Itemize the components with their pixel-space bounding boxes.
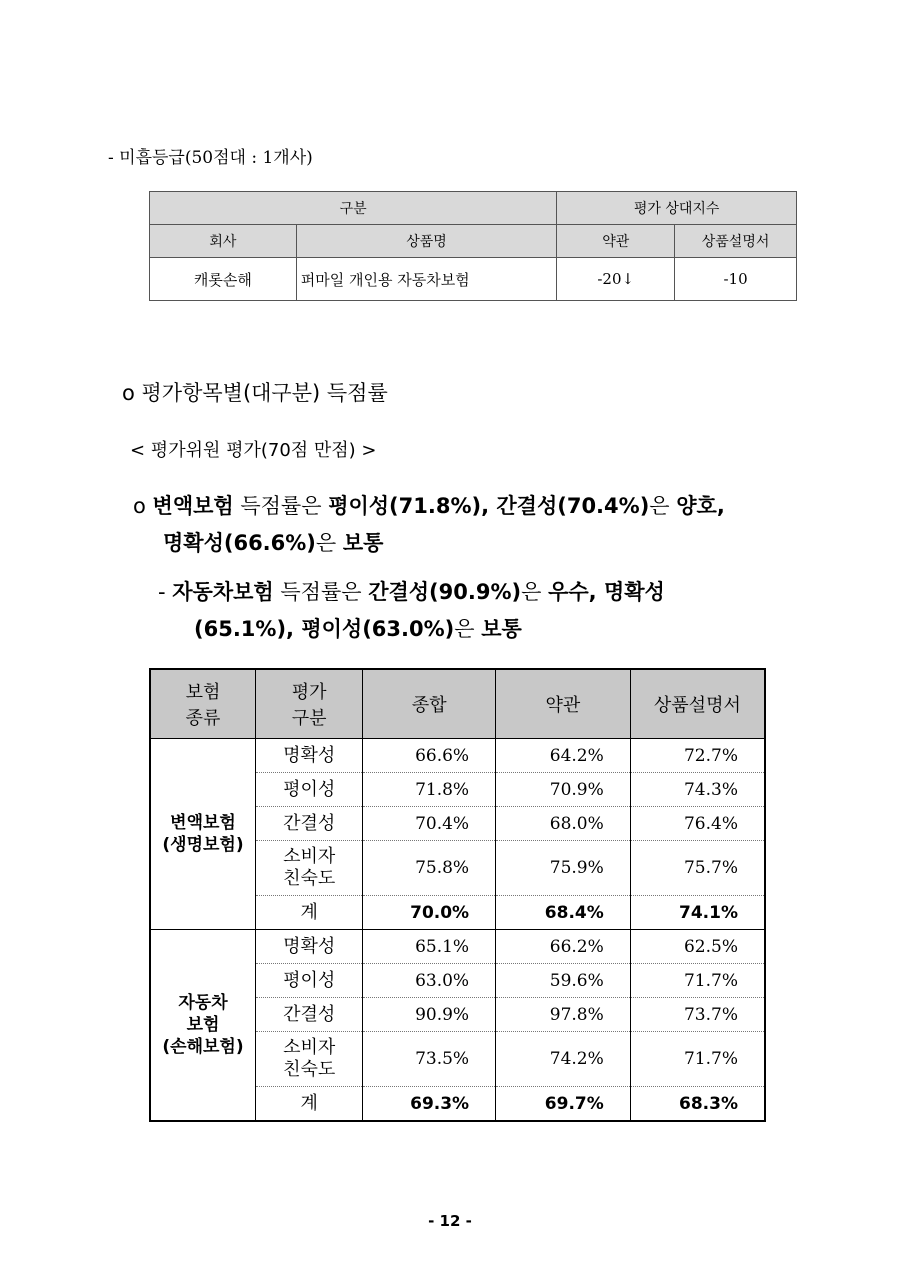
cell-terms: 97.8% bbox=[496, 998, 631, 1032]
cell-terms: 66.2% bbox=[496, 930, 631, 964]
cell-desc: 71.7% bbox=[630, 1032, 765, 1087]
cell-total: 75.8% bbox=[363, 841, 496, 896]
cell-total: 73.5% bbox=[363, 1032, 496, 1087]
cell-total: 65.1% bbox=[363, 930, 496, 964]
paragraph-variable-insurance bbox=[133, 488, 813, 562]
para-text: 보통 bbox=[342, 531, 384, 555]
group-label: 자동차 보험 (손해보험) bbox=[150, 930, 255, 1122]
section-title: o 평가항목별(대구분) 득점률 bbox=[122, 381, 388, 405]
para-text: 은 bbox=[454, 617, 482, 641]
cell-total: 66.6% bbox=[363, 739, 496, 773]
cell-terms: 59.6% bbox=[496, 964, 631, 998]
eval-item: 간결성 bbox=[255, 807, 362, 841]
eval-item: 소비자 친숙도 bbox=[255, 841, 362, 896]
cell-total: 71.8% bbox=[363, 773, 496, 807]
score-rate-table bbox=[149, 668, 766, 1122]
cell-total: 69.3% bbox=[363, 1087, 496, 1122]
cell-desc: 75.7% bbox=[630, 841, 765, 896]
header-total: 종합 bbox=[363, 669, 496, 739]
cell-desc: 72.7% bbox=[630, 739, 765, 773]
para-text: (65.1%), 평이성(63.0%) bbox=[194, 617, 455, 641]
header-type: 보험 종류 bbox=[150, 669, 255, 739]
para-text: 득점률은 bbox=[233, 494, 329, 518]
eval-item: 평이성 bbox=[255, 964, 362, 998]
eval-item: 계 bbox=[255, 896, 362, 930]
header-group: 구분 bbox=[150, 192, 557, 225]
header-eval: 평가 구분 bbox=[255, 669, 362, 739]
eval-item: 계 bbox=[255, 1087, 362, 1122]
section-subtitle: < 평가위원 평가(70점 만점) > bbox=[130, 440, 377, 461]
header-terms: 약관 bbox=[496, 669, 631, 739]
cell-desc: -10 bbox=[675, 258, 797, 301]
col-company: 회사 bbox=[150, 225, 297, 258]
cell-total: 70.4% bbox=[363, 807, 496, 841]
eval-item: 평이성 bbox=[255, 773, 362, 807]
header-desc: 상품설명서 bbox=[630, 669, 765, 739]
cell-terms: 64.2% bbox=[496, 739, 631, 773]
col-product: 상품명 bbox=[296, 225, 557, 258]
para-text: 명확성(66.6%) bbox=[163, 531, 316, 555]
para-text: 득점률은 bbox=[273, 580, 369, 604]
cell-desc: 68.3% bbox=[630, 1087, 765, 1122]
cell-terms: 70.9% bbox=[496, 773, 631, 807]
para-text: 간결성(90.9%) bbox=[368, 580, 522, 604]
cell-company: 캐롯손해 bbox=[150, 258, 297, 301]
table-row bbox=[150, 739, 765, 773]
low-grade-table bbox=[149, 191, 797, 301]
cell-desc: 74.1% bbox=[630, 896, 765, 930]
cell-desc: 73.7% bbox=[630, 998, 765, 1032]
eval-item: 명확성 bbox=[255, 930, 362, 964]
para-text: 변액보험 bbox=[152, 494, 234, 518]
cell-desc: 76.4% bbox=[630, 807, 765, 841]
bullet: - bbox=[158, 580, 173, 604]
cell-product: 퍼마일 개인용 자동차보험 bbox=[296, 258, 557, 301]
cell-total: 70.0% bbox=[363, 896, 496, 930]
para-text: 보통 bbox=[481, 617, 522, 641]
intro-line: - 미흡등급(50점대 : 1개사) bbox=[108, 148, 313, 168]
para-text: 양호, bbox=[676, 494, 725, 518]
eval-item: 간결성 bbox=[255, 998, 362, 1032]
para-text: 은 bbox=[521, 580, 549, 604]
cell-desc: 62.5% bbox=[630, 930, 765, 964]
table-row bbox=[150, 930, 765, 964]
page-number: - 12 - bbox=[428, 1212, 472, 1230]
eval-item: 소비자 친숙도 bbox=[255, 1032, 362, 1087]
cell-terms: 74.2% bbox=[496, 1032, 631, 1087]
para-text: 우수, 명확성 bbox=[548, 580, 665, 604]
cell-terms: 68.4% bbox=[496, 896, 631, 930]
para-text: 자동차보험 bbox=[172, 580, 274, 604]
cell-terms: 75.9% bbox=[496, 841, 631, 896]
bullet: o bbox=[133, 494, 153, 518]
cell-total: 90.9% bbox=[363, 998, 496, 1032]
para-text: 은 bbox=[649, 494, 677, 518]
cell-terms: -20↓ bbox=[557, 258, 675, 301]
para-text: 평이성(71.8%), 간결성(70.4%) bbox=[328, 494, 650, 518]
cell-desc: 71.7% bbox=[630, 964, 765, 998]
paragraph-auto-insurance bbox=[158, 574, 813, 648]
cell-desc: 74.3% bbox=[630, 773, 765, 807]
cell-total: 63.0% bbox=[363, 964, 496, 998]
para-text: 은 bbox=[315, 531, 343, 555]
table-row bbox=[150, 258, 797, 301]
cell-terms: 69.7% bbox=[496, 1087, 631, 1122]
group-label: 변액보험 (생명보험) bbox=[150, 739, 255, 930]
eval-item: 명확성 bbox=[255, 739, 362, 773]
col-desc: 상품설명서 bbox=[675, 225, 797, 258]
col-terms: 약관 bbox=[557, 225, 675, 258]
cell-terms: 68.0% bbox=[496, 807, 631, 841]
header-eval: 평가 상대지수 bbox=[557, 192, 797, 225]
